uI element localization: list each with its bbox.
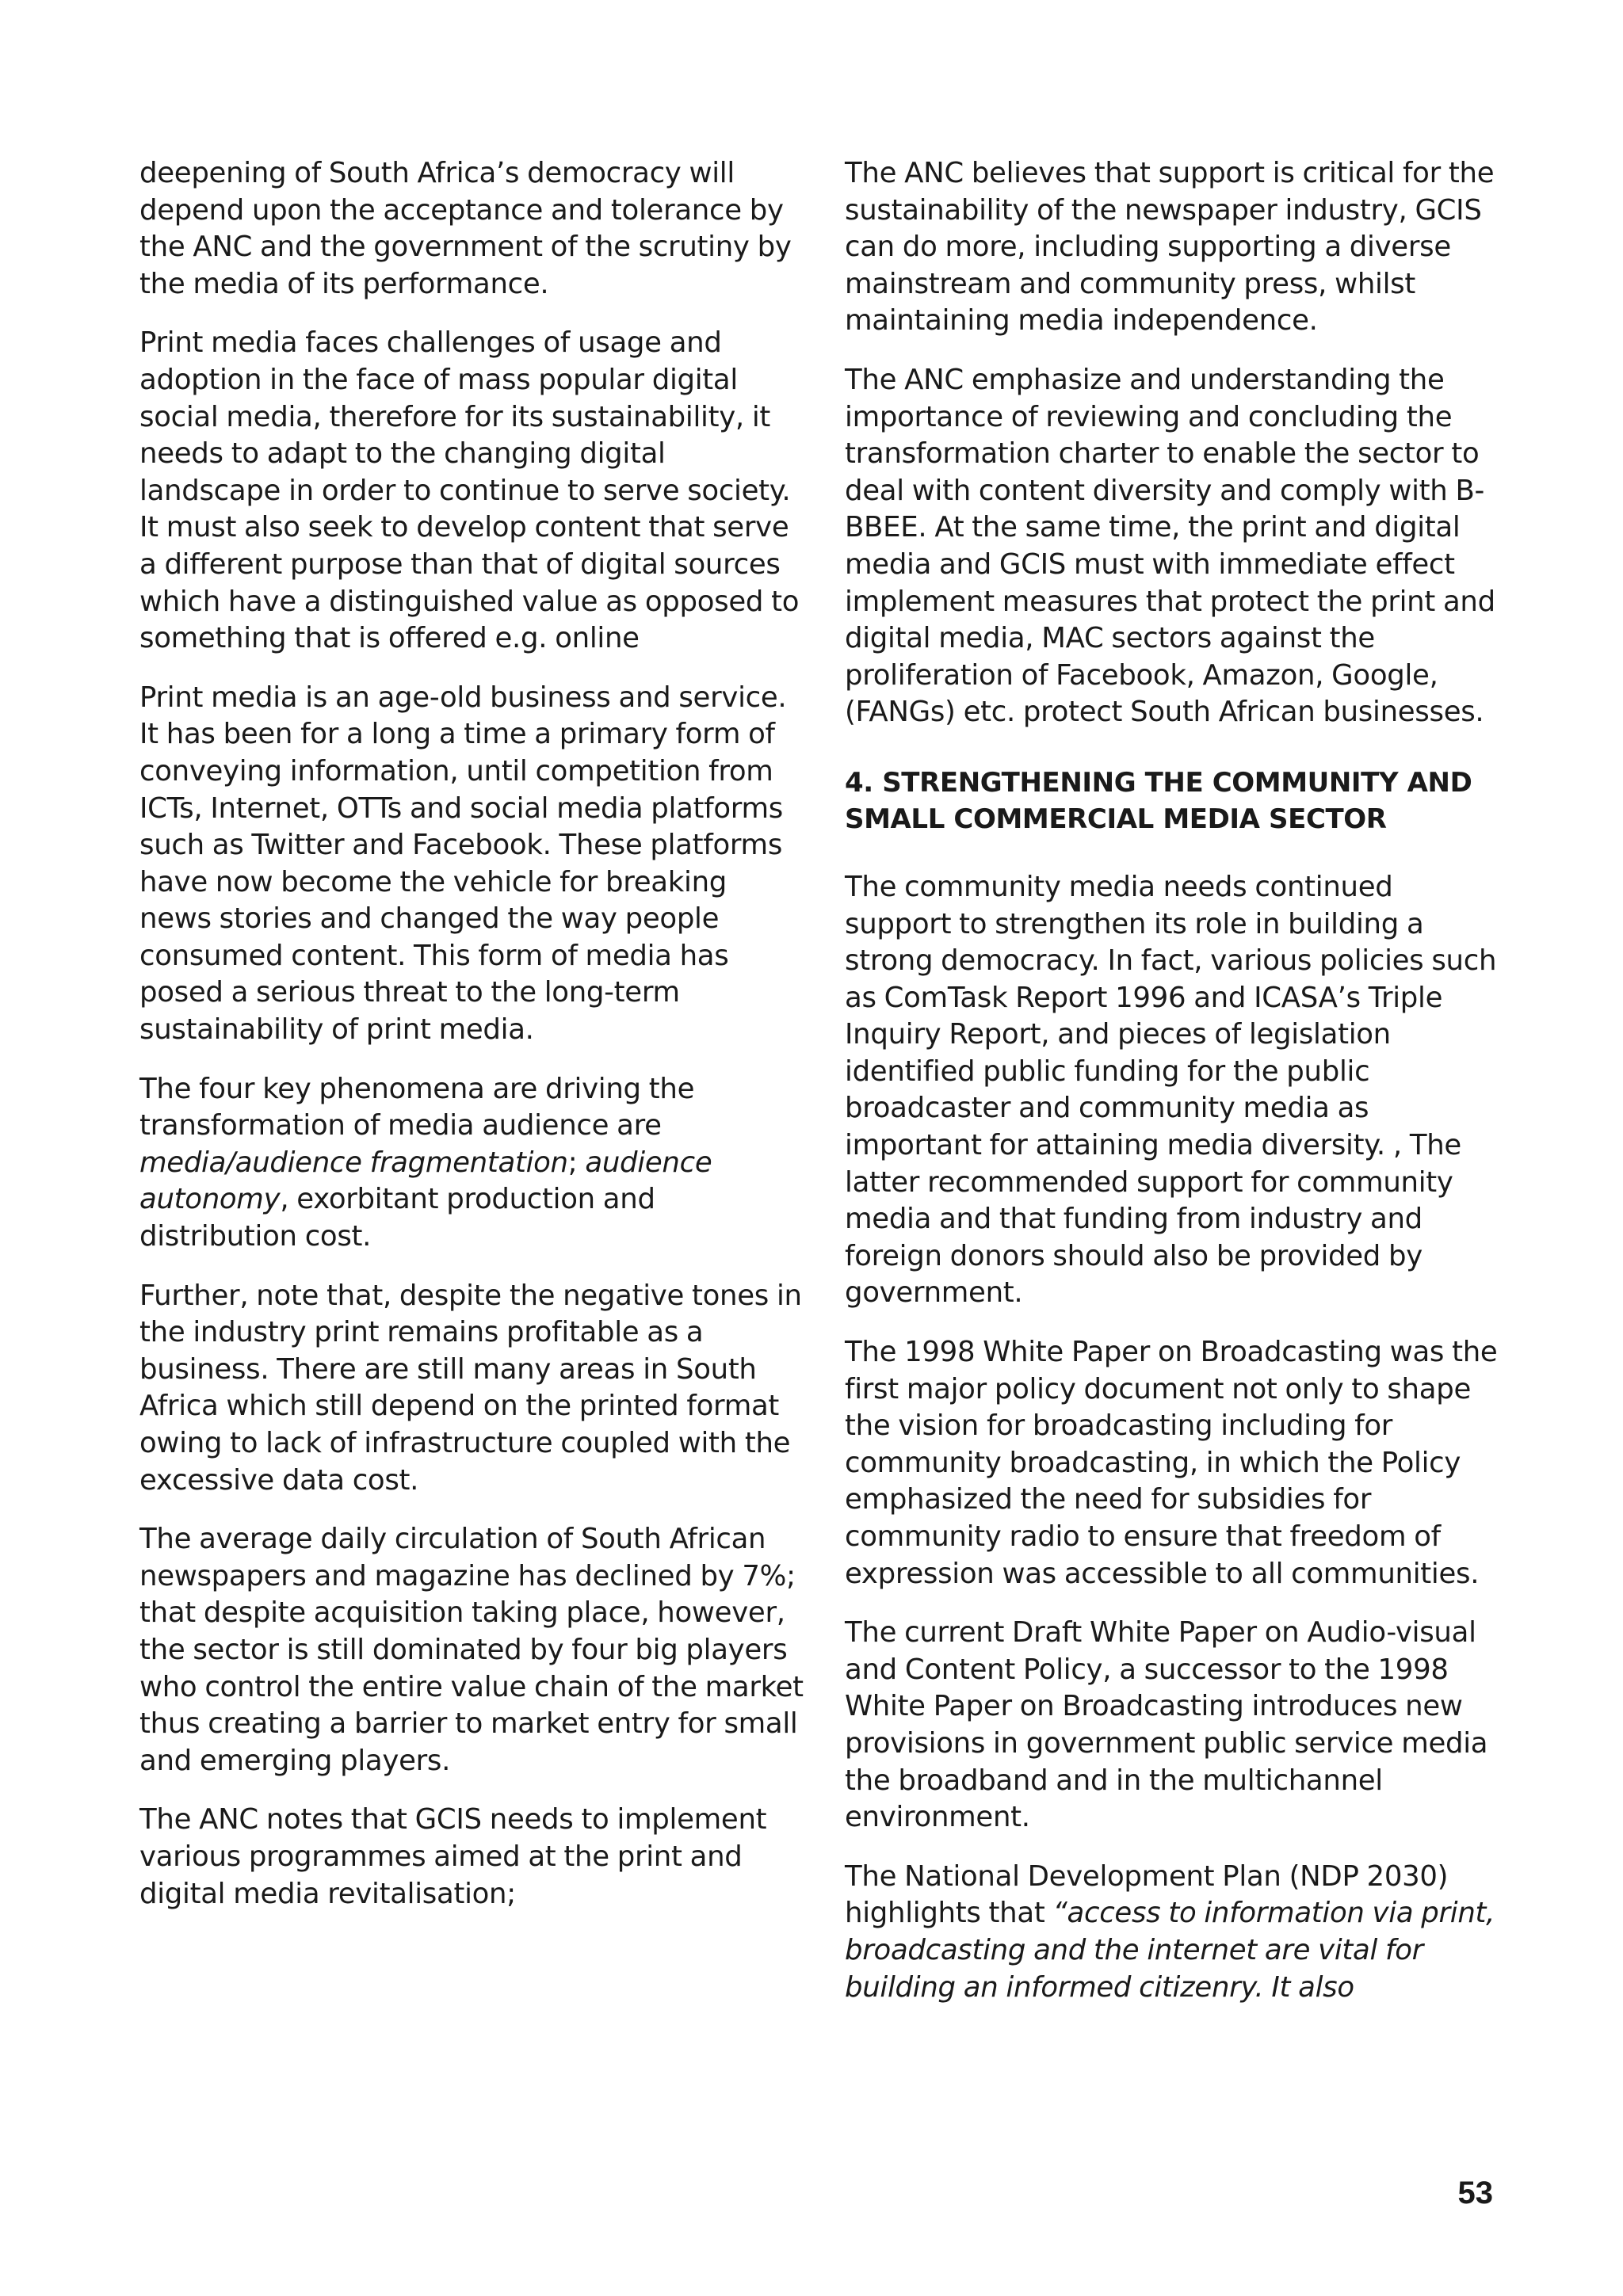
paragraph-circulation-decline: The average daily circulation of South African newspapers and magazine has declined by 7%; that despite acquisition taking place, however, the sector is still dominated by four big players who control the entire value chain of the market thus creating a barrier to market entry for small and emerging players.: [139, 1523, 804, 1777]
paragraph-print-profitable: Further, note that, despite the negative tones in the industry print remains profitable as a business. There are still many areas in South Africa which still depend on the printed format owing to lack of infrastructure coupled with the excessive data cost.: [139, 1279, 802, 1497]
paragraph-gcis-programmes: The ANC notes that GCIS needs to implement various programmes aimed at the print and digital media revitalisation;: [139, 1803, 767, 1910]
paragraph-ndp-2030: [845, 1859, 1504, 2006]
right-column: [845, 155, 1504, 2028]
italic-term-autonomy: audience autonomy: [139, 1146, 712, 1216]
paragraph-white-paper-1998: The 1998 White Paper on Broadcasting was the first major policy document not only to shape the vision for broadcasting including for community broadcasting, in which the Policy emphasized the need for subsidies for community radio to ensure that freedom of expression was accessible to all communities.: [845, 1336, 1498, 1590]
paragraph-community-media: The community media needs continued support to strengthen its role in building a strong democracy. In fact, various policies such as ComTask Report 1996 and ICASA’s Triple Inquiry Report, and pieces of legislation identified public funding for the public broadcaster and community media as important for attaining media diversity. , The latter recommended support for community media and that funding from industry and foreign donors should also be provided by government.: [845, 870, 1497, 1310]
left-column: [139, 155, 805, 1935]
text-run: , exorbitant production and distribution cost.: [139, 1183, 655, 1253]
paragraph-anc-support: The ANC believes that support is critical for the sustainability of the newspaper industry, GCIS can do more, including supporting a diverse mainstream and community press, whilst maintaining media independence.: [845, 157, 1495, 338]
text-run: ;: [567, 1146, 586, 1179]
paragraph-print-media-challenges: Print media faces challenges of usage and adoption in the face of mass popular digital social media, therefore for its sustainability, it needs to adapt to the changing digital landscape in order to continue to serve society. It must also seek to develop content that serve a different purpose than that of digital sources which have a distinguished value as opposed to something that is offered e.g. online: [139, 326, 800, 655]
paragraph-democracy-scrutiny: deepening of South Africa’s democracy will depend upon the acceptance and tolerance by the ANC and the government of the scrutiny by the media of its performance.: [139, 157, 792, 300]
page-number: 53: [1457, 2176, 1493, 2210]
paragraph-print-media-age-old: Print media is an age-old business and service. It has been for a long a time a primary form of conveying information, until competition from ICTs, Internet, OTTs and social media platforms such as Twitter and Facebook. These platforms have now become the vehicle for breaking news stories and changed the way people consumed content. This form of media has posed a serious threat to the long-term sustainability of print media.: [139, 681, 787, 1047]
section-heading: 4. STRENGTHENING THE COMMUNITY AND SMALL COMMERCIAL MEDIA SECTOR: [845, 766, 1472, 835]
italic-term-fragmentation: media/audience fragmentation: [139, 1146, 568, 1179]
paragraph-transformation-charter: The ANC emphasize and understanding the importance of reviewing and concluding the transformation charter to enable the sector to deal with content diversity and comply with B-BBEE. At the same time, the print and digital media and GCIS must with immediate effect implement measures that protect the print and digital media, MAC sectors against the proliferation of Facebook, Amazon, Google, (FANGs) etc. protect South African businesses.: [845, 363, 1495, 729]
paragraph-draft-white-paper: The current Draft White Paper on Audio-visual and Content Policy, a successor to the 1998 White Paper on Broadcasting introduces new provisions in government public service media the broadband and in the multichannel environment.: [845, 1616, 1488, 1834]
paragraph-key-phenomena: [139, 1071, 805, 1256]
text-run: The National Development Plan (NDP 2030) highlights that: [845, 1859, 1449, 1930]
text-run: The four key phenomena are driving the transformation of media audience are: [139, 1072, 695, 1142]
italic-quote: “access to information via print, broadcasting and the internet are vital for building an informed citizenry. It also: [845, 1897, 1495, 2004]
